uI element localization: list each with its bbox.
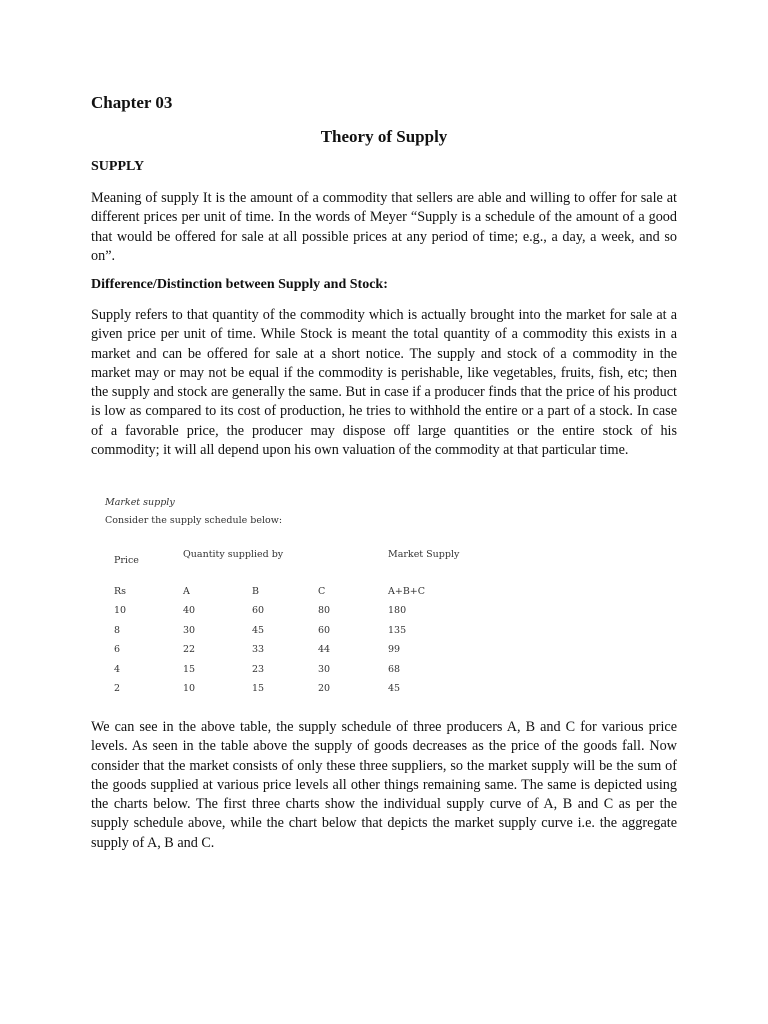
table-cell: 45 [252,624,265,636]
table-cell: 15 [183,663,196,675]
header-market-supply: Market Supply [388,549,460,560]
table-cell: 23 [252,663,265,675]
table-cell: 20 [318,683,331,694]
table-cell: 10 [114,605,127,616]
table-cell: 30 [318,663,331,675]
header-price: Price [114,555,139,566]
table-cell: 180 [388,605,407,616]
column-header: Rs [114,586,127,597]
column-header: A [183,586,190,597]
column-header: A+B+C [388,586,426,597]
difference-heading: Difference/Distinction between Supply and Stock: [91,277,388,292]
table-cell: 8 [114,624,121,636]
table-cell: 22 [183,644,196,655]
difference-paragraph: Supply refers to that quantity of the commodity which is actually brought into the market for sale at a given price per unit of time. While Stock is meant the total quantity of a commodity this exists in a market and can be offered for sale at a short notice. The supply and stock of a commodity in the market may or may not be equal if the commodity is perishable, like vegetables, fruits, fish, etc; then the supply and stock are generally the same. But in case if a producer finds that the price of his product is low as compared to its cost of production, he tries to withhold the entire or a part of a stock. In case of a favorable price, the producer may dispose off large quantities or the entire stock of his commodity; it will all depend upon his own valuation of the commodity at that particular time. [91,307,677,459]
table-cell: 15 [252,683,265,694]
chapter-heading: Chapter 03 [91,93,173,112]
supply-schedule-figure [105,497,475,697]
closing-paragraph: We can see in the above table, the supply schedule of three producers A, B and C for various price levels. As seen in the table above the supply of goods decreases as the price of the goods fall. Now consider that the market consists of only these three suppliers, so the market supply will be the sum of the goods supplied at various price levels all other things remaining same. The same is depicted using the charts below. The first three charts show the individual supply curve of A, B and C as per the supply schedule above, while the chart below that depicts the market supply curve i.e. the aggregate supply of A, B and C. [91,719,677,851]
table-cell: 44 [318,644,331,655]
column-header: C [318,586,326,597]
column-header: B [252,586,259,597]
table-cell: 6 [114,644,121,655]
table-cell: 135 [388,624,407,636]
table-cell: 80 [318,605,331,616]
table-cell: 4 [114,663,121,675]
supply-paragraph: Meaning of supply It is the amount of a commodity that sellers are able and willing to offer for sale at different prices per unit of time. In the words of Meyer “Supply is a schedule of the amount of a good that would be offered for sale at all possible prices at any period of time; e.g., a day, a week, and so on”. [91,190,677,264]
page-title: Theory of Supply [320,127,448,146]
header-quantity: Quantity supplied by [183,549,284,560]
table-cell: 2 [114,683,121,694]
table-cell: 60 [252,605,265,616]
table-cell: 45 [388,683,401,694]
table-cell: 40 [183,605,196,616]
table-cell: 60 [318,624,331,636]
figure-intro: Consider the supply schedule below: [105,515,283,526]
table-cell: 68 [388,663,401,675]
figure-caption: Market supply [105,497,175,508]
table-cell: 33 [252,644,265,655]
table-cell: 10 [183,683,196,694]
table-cell: 99 [388,644,401,655]
supply-heading: SUPPLY [91,159,145,174]
table-cell: 30 [183,624,196,636]
